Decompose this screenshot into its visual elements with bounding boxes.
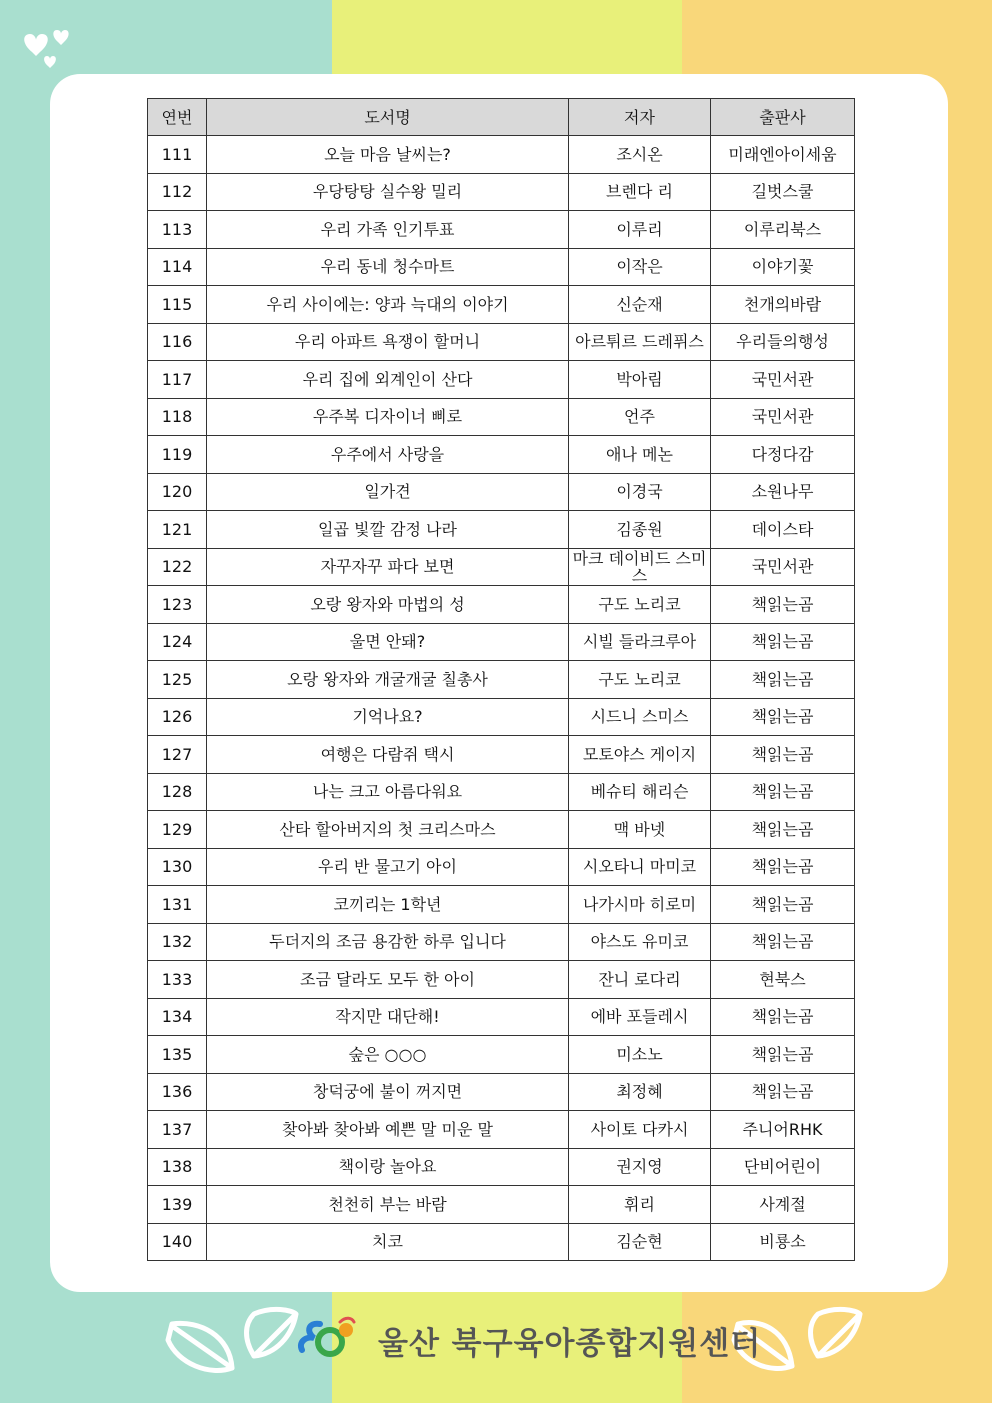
cell-number: 130 [148,848,207,886]
cell-author: 언주 [569,398,711,436]
cell-number: 135 [148,1036,207,1074]
cell-number: 113 [148,211,207,249]
cell-publisher: 책읽는곰 [711,1073,855,1111]
header-title: 도서명 [207,99,569,136]
cell-number: 137 [148,1111,207,1149]
cell-author: 야스도 유미코 [569,923,711,961]
cell-publisher: 이야기꽃 [711,248,855,286]
table-body [148,136,855,1261]
cell-title: 울면 안돼? [207,623,569,661]
cell-number: 112 [148,173,207,211]
cell-publisher: 사계절 [711,1186,855,1224]
cell-publisher: 데이스타 [711,511,855,549]
cell-publisher: 미래엔아이세움 [711,136,855,174]
cell-author: 나가시마 히로미 [569,886,711,924]
cell-author: 미소노 [569,1036,711,1074]
table-row [148,436,855,474]
table-row [148,886,855,924]
cell-author: 에바 포들레시 [569,998,711,1036]
cell-number: 131 [148,886,207,924]
cell-publisher: 책읽는곰 [711,698,855,736]
table-row [148,736,855,774]
cell-publisher: 현북스 [711,961,855,999]
book-list-table [147,98,855,1261]
cell-publisher: 이루리북스 [711,211,855,249]
cell-number: 125 [148,661,207,699]
cell-author: 모토야스 게이지 [569,736,711,774]
table-row [148,1073,855,1111]
cell-number: 123 [148,586,207,624]
header-number: 연번 [148,99,207,136]
cell-number: 124 [148,623,207,661]
cell-number: 136 [148,1073,207,1111]
cell-title: 여행은 다람쥐 택시 [207,736,569,774]
cell-author: 아르튀르 드레퓌스 [569,323,711,361]
table-row [148,586,855,624]
cell-title: 우리 아파트 욕쟁이 할머니 [207,323,569,361]
cell-title: 오랑 왕자와 개굴개굴 칠총사 [207,661,569,699]
table-header-row [148,99,855,136]
cell-author: 잔니 로다리 [569,961,711,999]
cell-author: 이경국 [569,473,711,511]
cell-number: 114 [148,248,207,286]
table-row [148,811,855,849]
cell-number: 120 [148,473,207,511]
cell-author: 휘리 [569,1186,711,1224]
header-author: 저자 [569,99,711,136]
cell-publisher: 책읽는곰 [711,998,855,1036]
cell-number: 129 [148,811,207,849]
cell-author: 구도 노리코 [569,586,711,624]
cell-title: 책이랑 놀아요 [207,1148,569,1186]
cell-publisher: 책읽는곰 [711,661,855,699]
cell-publisher: 길벗스쿨 [711,173,855,211]
cell-title: 작지만 대단해! [207,998,569,1036]
table-row [148,623,855,661]
table-row [148,248,855,286]
cell-title: 우리 집에 외계인이 산다 [207,361,569,399]
cell-number: 128 [148,773,207,811]
cell-number: 138 [148,1148,207,1186]
table-row [148,923,855,961]
cell-title: 오늘 마음 날씨는? [207,136,569,174]
cell-number: 115 [148,286,207,324]
cell-author: 구도 노리코 [569,661,711,699]
cell-title: 기억나요? [207,698,569,736]
table-row [148,361,855,399]
hearts-icon [18,22,88,82]
table-row [148,961,855,999]
table-row [148,173,855,211]
organization-name: 울산 북구육아종합지원센터 [378,1326,762,1362]
cell-author: 브렌다 리 [569,173,711,211]
table-row [148,136,855,174]
cell-publisher: 책읽는곰 [711,623,855,661]
table-row [148,398,855,436]
table-row [148,1148,855,1186]
table-row [148,548,855,586]
cell-title: 치코 [207,1223,569,1261]
cell-title: 일곱 빛깔 감정 나라 [207,511,569,549]
cell-publisher: 우리들의행성 [711,323,855,361]
cell-number: 116 [148,323,207,361]
cell-publisher: 국민서관 [711,398,855,436]
cell-number: 122 [148,548,207,586]
cell-publisher: 책읽는곰 [711,923,855,961]
cell-author: 조시온 [569,136,711,174]
table-row [148,998,855,1036]
cell-publisher: 천개의바람 [711,286,855,324]
cell-title: 우당탕탕 실수왕 밀리 [207,173,569,211]
table-row [148,1186,855,1224]
table-row [148,773,855,811]
table-row [148,1223,855,1261]
cell-publisher: 책읽는곰 [711,1036,855,1074]
cell-number: 132 [148,923,207,961]
cell-number: 126 [148,698,207,736]
table-row [148,1111,855,1149]
cell-publisher: 국민서관 [711,548,855,586]
cell-number: 140 [148,1223,207,1261]
cell-title: 두더지의 조금 용감한 하루 입니다 [207,923,569,961]
cell-author: 시오타니 마미코 [569,848,711,886]
cell-number: 118 [148,398,207,436]
cell-title: 우리 사이에는: 양과 늑대의 이야기 [207,286,569,324]
cell-publisher: 책읽는곰 [711,848,855,886]
cell-title: 우리 동네 청수마트 [207,248,569,286]
cell-title: 산타 할아버지의 첫 크리스마스 [207,811,569,849]
cell-publisher: 책읽는곰 [711,736,855,774]
cell-author: 시빌 들라크루아 [569,623,711,661]
cell-author: 맥 바넷 [569,811,711,849]
table-row [148,511,855,549]
cell-author: 마크 데이비드 스미스 [569,548,711,586]
cell-title: 우리 가족 인기투표 [207,211,569,249]
cell-number: 127 [148,736,207,774]
cell-title: 우리 반 물고기 아이 [207,848,569,886]
cell-number: 133 [148,961,207,999]
cell-number: 119 [148,436,207,474]
cell-title: 일가견 [207,473,569,511]
cell-author: 사이토 다카시 [569,1111,711,1149]
cell-author: 김순현 [569,1223,711,1261]
cell-publisher: 단비어린이 [711,1148,855,1186]
cell-number: 121 [148,511,207,549]
cell-title: 천천히 부는 바람 [207,1186,569,1224]
cell-title: 창덕궁에 불이 꺼지면 [207,1073,569,1111]
table-row [148,848,855,886]
cell-number: 111 [148,136,207,174]
table-row [148,323,855,361]
cell-title: 우주에서 사랑을 [207,436,569,474]
cell-title: 오랑 왕자와 마법의 성 [207,586,569,624]
table-row [148,211,855,249]
header-publisher: 출판사 [711,99,855,136]
cell-title: 숲은 ○○○ [207,1036,569,1074]
cell-number: 139 [148,1186,207,1224]
cell-publisher: 다정다감 [711,436,855,474]
cell-publisher: 책읽는곰 [711,811,855,849]
cell-title: 나는 크고 아름다워요 [207,773,569,811]
cell-publisher: 책읽는곰 [711,586,855,624]
cell-title: 코끼리는 1학년 [207,886,569,924]
cell-author: 최정혜 [569,1073,711,1111]
table-row [148,286,855,324]
cell-author: 김종원 [569,511,711,549]
cell-publisher: 국민서관 [711,361,855,399]
cell-author: 권지영 [569,1148,711,1186]
cell-author: 박아림 [569,361,711,399]
center-logo-icon [296,1312,358,1362]
cell-publisher: 비룡소 [711,1223,855,1261]
cell-author: 시드니 스미스 [569,698,711,736]
cell-author: 신순재 [569,286,711,324]
cell-publisher: 주니어RHK [711,1111,855,1149]
cell-author: 이루리 [569,211,711,249]
cell-publisher: 책읽는곰 [711,886,855,924]
cell-title: 자꾸자꾸 파다 보면 [207,548,569,586]
cell-author: 이작은 [569,248,711,286]
cell-publisher: 책읽는곰 [711,773,855,811]
cell-title: 찾아봐 찾아봐 예쁜 말 미운 말 [207,1111,569,1149]
cell-number: 134 [148,998,207,1036]
table-row [148,1036,855,1074]
cell-publisher: 소원나무 [711,473,855,511]
table-row [148,661,855,699]
cell-author: 애나 메논 [569,436,711,474]
table-row [148,473,855,511]
cell-number: 117 [148,361,207,399]
table-row [148,698,855,736]
cell-title: 우주복 디자이너 삐로 [207,398,569,436]
cell-author: 베슈티 해리슨 [569,773,711,811]
cell-title: 조금 달라도 모두 한 아이 [207,961,569,999]
